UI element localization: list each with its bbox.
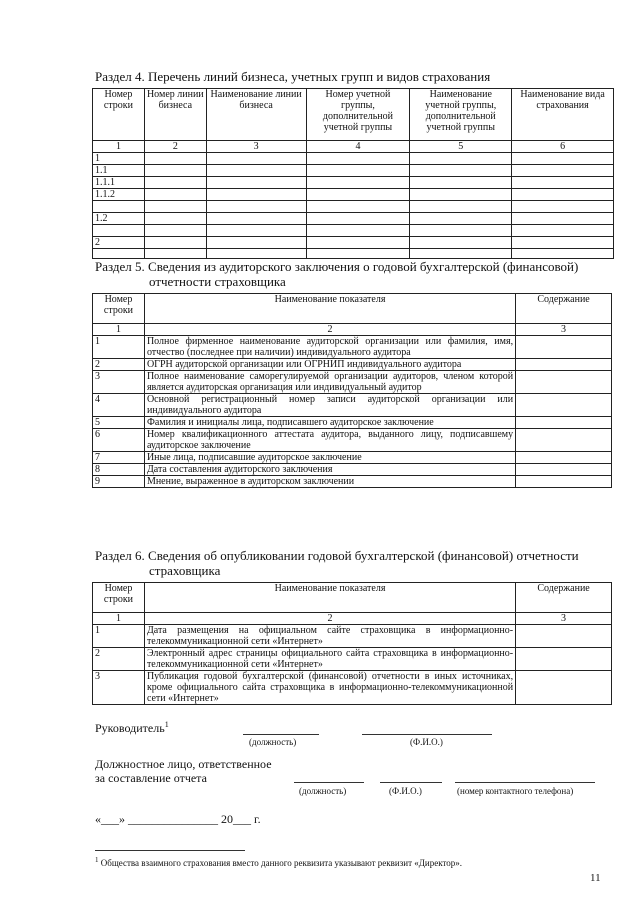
- s6-colnum: 2: [144, 613, 515, 625]
- section5-title-line2: отчетности страховщика: [149, 274, 286, 289]
- table-row: [93, 201, 614, 213]
- phone-caption: (номер контактного телефона): [457, 786, 574, 796]
- row-number: 5: [93, 417, 145, 429]
- s4-colnum: 5: [410, 141, 512, 153]
- footnote: [95, 856, 462, 868]
- indicator-name: Иные лица, подписавшие аудиторское заключение: [144, 452, 515, 464]
- row-number: 1: [93, 336, 145, 359]
- s4-colnum: 1: [93, 141, 145, 153]
- indicator-name: ОГРН аудиторской организации или ОГРНИП индивидуального аудитора: [144, 359, 515, 371]
- row-number: 2: [93, 648, 145, 671]
- row-number: 1.1.1: [93, 177, 145, 189]
- page-number: 11: [590, 872, 601, 884]
- section6-title-line2: страховщика: [149, 563, 221, 578]
- responsible-label-line2: за составление отчета: [95, 771, 207, 785]
- s4-header-lob-num: Номер линии бизнеса: [144, 89, 206, 141]
- table-row: [93, 464, 612, 476]
- table-row: [93, 359, 612, 371]
- fio-signature-line-2: [380, 782, 442, 783]
- phone-line: [455, 782, 595, 783]
- indicator-name: Основной регистрационный номер записи аудиторской организации или индивидуального аудитора: [144, 394, 515, 417]
- s5-header-content: Содержание: [516, 294, 612, 324]
- section5-title-line1: Раздел 5. Сведения из аудиторского заключения о годовой бухгалтерской (финансовой): [95, 259, 579, 274]
- s6-header-indicator: Наименование показателя: [144, 583, 515, 613]
- section4-title: Раздел 4. Перечень линий бизнеса, учетных групп и видов страхования: [95, 69, 491, 84]
- table-row: [93, 237, 614, 249]
- head-footnote-mark: 1: [164, 720, 169, 729]
- s4-colnum: 4: [306, 141, 410, 153]
- table-row: [93, 225, 614, 237]
- s5-colnum: 1: [93, 324, 145, 336]
- indicator-name: Фамилия и инициалы лица, подписавшего аудиторское заключение: [144, 417, 515, 429]
- table-row: [93, 336, 612, 359]
- position-caption: (должность): [249, 737, 297, 747]
- table-row: [93, 429, 612, 452]
- table-row: [93, 213, 614, 225]
- s5-colnum: 2: [144, 324, 515, 336]
- head-label-text: Руководитель: [95, 721, 165, 735]
- table-row: [93, 417, 612, 429]
- position-caption-2: (должность): [299, 786, 347, 796]
- head-label: [95, 720, 169, 736]
- row-number: 3: [93, 671, 145, 705]
- row-number: 7: [93, 452, 145, 464]
- row-number: 8: [93, 464, 145, 476]
- row-number: 2: [93, 359, 145, 371]
- table-row: [93, 476, 612, 488]
- s6-colnum: 1: [93, 613, 145, 625]
- fio-caption: (Ф.И.О.): [410, 737, 443, 747]
- section6-title-line1: Раздел 6. Сведения об опубликовании годовой бухгалтерской (финансовой) отчетности: [95, 548, 579, 563]
- row-number: [93, 249, 145, 259]
- table-row: [93, 452, 612, 464]
- report-date: «___» _______________ 20___ г.: [95, 812, 261, 826]
- s4-header-lob-name: Наименование линии бизнеса: [206, 89, 306, 141]
- table-row: [93, 189, 614, 201]
- row-number: 1: [93, 153, 145, 165]
- row-number: 6: [93, 429, 145, 452]
- position-signature-line: [243, 734, 319, 735]
- table-row: [93, 153, 614, 165]
- row-number: 3: [93, 371, 145, 394]
- footnote-text: Общества взаимного страхования вместо данного реквизита указывают реквизит «Директор».: [100, 858, 463, 868]
- s4-colnum: 2: [144, 141, 206, 153]
- row-number: 9: [93, 476, 145, 488]
- table-row: [93, 648, 612, 671]
- table-row: [93, 165, 614, 177]
- row-number: 1.2: [93, 213, 145, 225]
- section6-table: [92, 582, 612, 705]
- table-row: [93, 394, 612, 417]
- s4-header-group-name: Наименование учетной группы, дополнительной учетной группы: [410, 89, 512, 141]
- position-signature-line-2: [294, 782, 364, 783]
- indicator-name: Публикация годовой бухгалтерской (финансовой) отчетности в иных источниках, кроме официального сайта страховщика в информационно-телекоммуникационной сети «Интернет»: [144, 671, 515, 705]
- s4-colnum: 6: [512, 141, 614, 153]
- indicator-name: Электронный адрес страницы официального сайта страховщика в информационно-телекоммуникационной сети «Интернет»: [144, 648, 515, 671]
- s5-header-row-num: Номер строки: [93, 294, 145, 324]
- s6-header-row-num: Номер строки: [93, 583, 145, 613]
- indicator-name: Полное наименование саморегулируемой организации аудиторов, членом которой является аудиторская организация или индивидуальный аудитор: [144, 371, 515, 394]
- table-row: [93, 671, 612, 705]
- s4-colnum: 3: [206, 141, 306, 153]
- s4-header-ins-type: Наименование вида страхования: [512, 89, 614, 141]
- s6-header-content: Содержание: [516, 583, 612, 613]
- fio-caption-2: (Ф.И.О.): [389, 786, 422, 796]
- s5-header-indicator: Наименование показателя: [144, 294, 515, 324]
- indicator-name: Полное фирменное наименование аудиторской организации или фамилия, имя, отчество (последнее при наличии) индивидуального аудитора: [144, 336, 515, 359]
- footnote-separator: [95, 850, 245, 851]
- fio-signature-line: [362, 734, 492, 735]
- s4-header-row-num: Номер строки: [93, 89, 145, 141]
- table-row: [93, 177, 614, 189]
- row-number: 2: [93, 237, 145, 249]
- responsible-label-line1: Должностное лицо, ответственное: [95, 757, 272, 771]
- s4-header-group-num: Номер учетной группы, дополнительной учетной группы: [306, 89, 410, 141]
- indicator-name: Номер квалификационного аттестата аудитора, выданного лицу, подписавшему аудиторское заключение: [144, 429, 515, 452]
- indicator-name: Мнение, выраженное в аудиторском заключении: [144, 476, 515, 488]
- indicator-name: Дата составления аудиторского заключения: [144, 464, 515, 476]
- section4-table: [92, 88, 614, 259]
- s6-colnum: 3: [516, 613, 612, 625]
- s5-colnum: 3: [516, 324, 612, 336]
- row-number: 1.1: [93, 165, 145, 177]
- row-number: [93, 225, 145, 237]
- table-row: [93, 249, 614, 259]
- footnote-mark: 1: [95, 856, 99, 864]
- row-number: 1: [93, 625, 145, 648]
- row-number: 4: [93, 394, 145, 417]
- indicator-name: Дата размещения на официальном сайте страховщика в информационно-телекоммуникационной сети «Интернет»: [144, 625, 515, 648]
- table-row: [93, 371, 612, 394]
- section5-table: [92, 293, 612, 488]
- table-row: [93, 625, 612, 648]
- row-number: 1.1.2: [93, 189, 145, 201]
- row-number: [93, 201, 145, 213]
